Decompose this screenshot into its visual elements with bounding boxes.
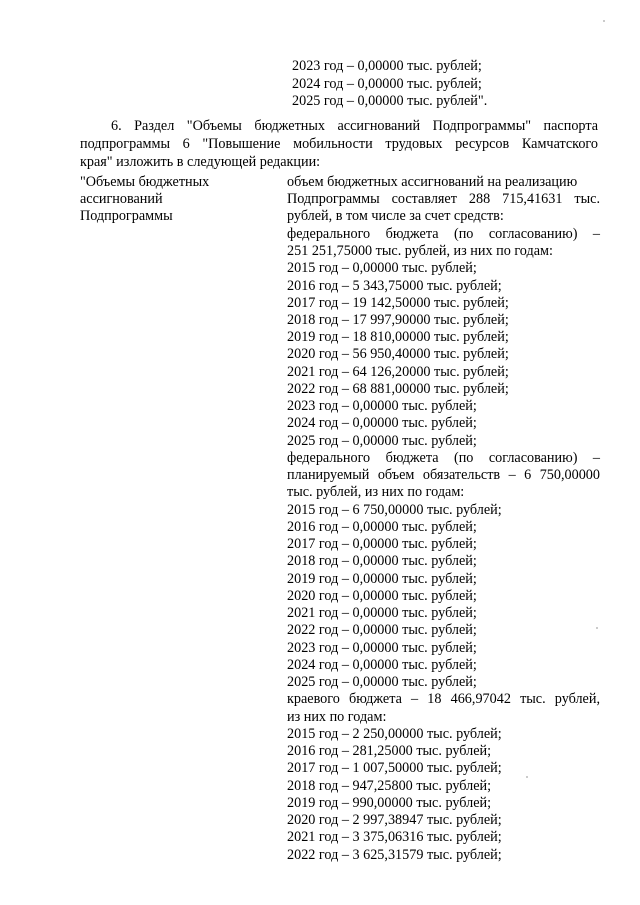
content-line: краевого бюджета – 18 466,97042 тыс. рублей,	[287, 691, 600, 707]
content-line: 2025 год – 0,00000 тыс. рублей;	[287, 433, 477, 449]
top-line: 2024 год – 0,00000 тыс. рублей;	[292, 76, 482, 92]
content-line: 2024 год – 0,00000 тыс. рублей;	[287, 415, 477, 431]
label-line: Подпрограммы	[80, 208, 173, 224]
top-line: 2025 год – 0,00000 тыс. рублей".	[292, 93, 488, 109]
content-line: 2018 год – 0,00000 тыс. рублей;	[287, 553, 477, 569]
content-line: планируемый объем обязательств – 6 750,00000	[287, 467, 600, 483]
content-line: 2022 год – 0,00000 тыс. рублей;	[287, 622, 477, 638]
content-line: 2020 год – 0,00000 тыс. рублей;	[287, 588, 477, 604]
content-line: 2021 год – 64 126,20000 тыс. рублей;	[287, 364, 509, 380]
content-line: федерального бюджета (по согласованию) –	[287, 450, 600, 466]
content-line: 2021 год – 3 375,06316 тыс. рублей;	[287, 829, 502, 845]
content-line: тыс. рублей, из них по годам:	[287, 484, 465, 500]
content-line: объем бюджетных ассигнований на реализацию	[287, 174, 578, 190]
content-line: 2022 год – 68 881,00000 тыс. рублей;	[287, 381, 509, 397]
content-line: 2022 год – 3 625,31579 тыс. рублей;	[287, 847, 502, 863]
content-line: 2017 год – 1 007,50000 тыс. рублей;	[287, 760, 502, 776]
content-line: 2019 год – 990,00000 тыс. рублей;	[287, 795, 492, 811]
content-line: 2016 год – 5 343,75000 тыс. рублей;	[287, 278, 502, 294]
scan-speck	[603, 20, 605, 22]
scan-speck	[526, 776, 528, 778]
content-line: 2016 год – 281,25000 тыс. рублей;	[287, 743, 492, 759]
paragraph-line: края" изложить в следующей редакции:	[80, 154, 321, 170]
content-line: из них по годам:	[287, 709, 387, 725]
scan-speck	[596, 627, 598, 629]
content-line: рублей, в том числе за счет средств:	[287, 208, 504, 224]
content-line: 2015 год – 6 750,00000 тыс. рублей;	[287, 502, 502, 518]
content-line: 2018 год – 17 997,90000 тыс. рублей;	[287, 312, 509, 328]
content-line: 2024 год – 0,00000 тыс. рублей;	[287, 657, 477, 673]
content-line: 2021 год – 0,00000 тыс. рублей;	[287, 605, 477, 621]
content-line: 2023 год – 0,00000 тыс. рублей;	[287, 398, 477, 414]
content-line: 2016 год – 0,00000 тыс. рублей;	[287, 519, 477, 535]
content-line: 2019 год – 18 810,00000 тыс. рублей;	[287, 329, 509, 345]
content-line: 2017 год – 0,00000 тыс. рублей;	[287, 536, 477, 552]
paragraph-line: подпрограммы 6 "Повышение мобильности трудовых ресурсов Камчатского	[80, 136, 598, 152]
content-line: 2015 год – 0,00000 тыс. рублей;	[287, 260, 477, 276]
label-line: "Объемы бюджетных	[80, 174, 210, 190]
content-line: 2025 год – 0,00000 тыс. рублей;	[287, 674, 477, 690]
content-line: 2019 год – 0,00000 тыс. рублей;	[287, 571, 477, 587]
label-line: ассигнований	[80, 191, 163, 207]
content-line: 251 251,75000 тыс. рублей, из них по годам:	[287, 243, 553, 259]
content-line: Подпрограммы составляет 288 715,41631 тыс.	[287, 191, 600, 207]
content-line: 2018 год – 947,25800 тыс. рублей;	[287, 778, 492, 794]
paragraph-line: 6. Раздел "Объемы бюджетных ассигнований Подпрограммы" паспорта	[111, 118, 598, 134]
content-line: федерального бюджета (по согласованию) –	[287, 226, 600, 242]
top-line: 2023 год – 0,00000 тыс. рублей;	[292, 58, 482, 74]
content-line: 2023 год – 0,00000 тыс. рублей;	[287, 640, 477, 656]
content-line: 2015 год – 2 250,00000 тыс. рублей;	[287, 726, 502, 742]
content-line: 2017 год – 19 142,50000 тыс. рублей;	[287, 295, 509, 311]
content-line: 2020 год – 56 950,40000 тыс. рублей;	[287, 346, 509, 362]
content-line: 2020 год – 2 997,38947 тыс. рублей;	[287, 812, 502, 828]
